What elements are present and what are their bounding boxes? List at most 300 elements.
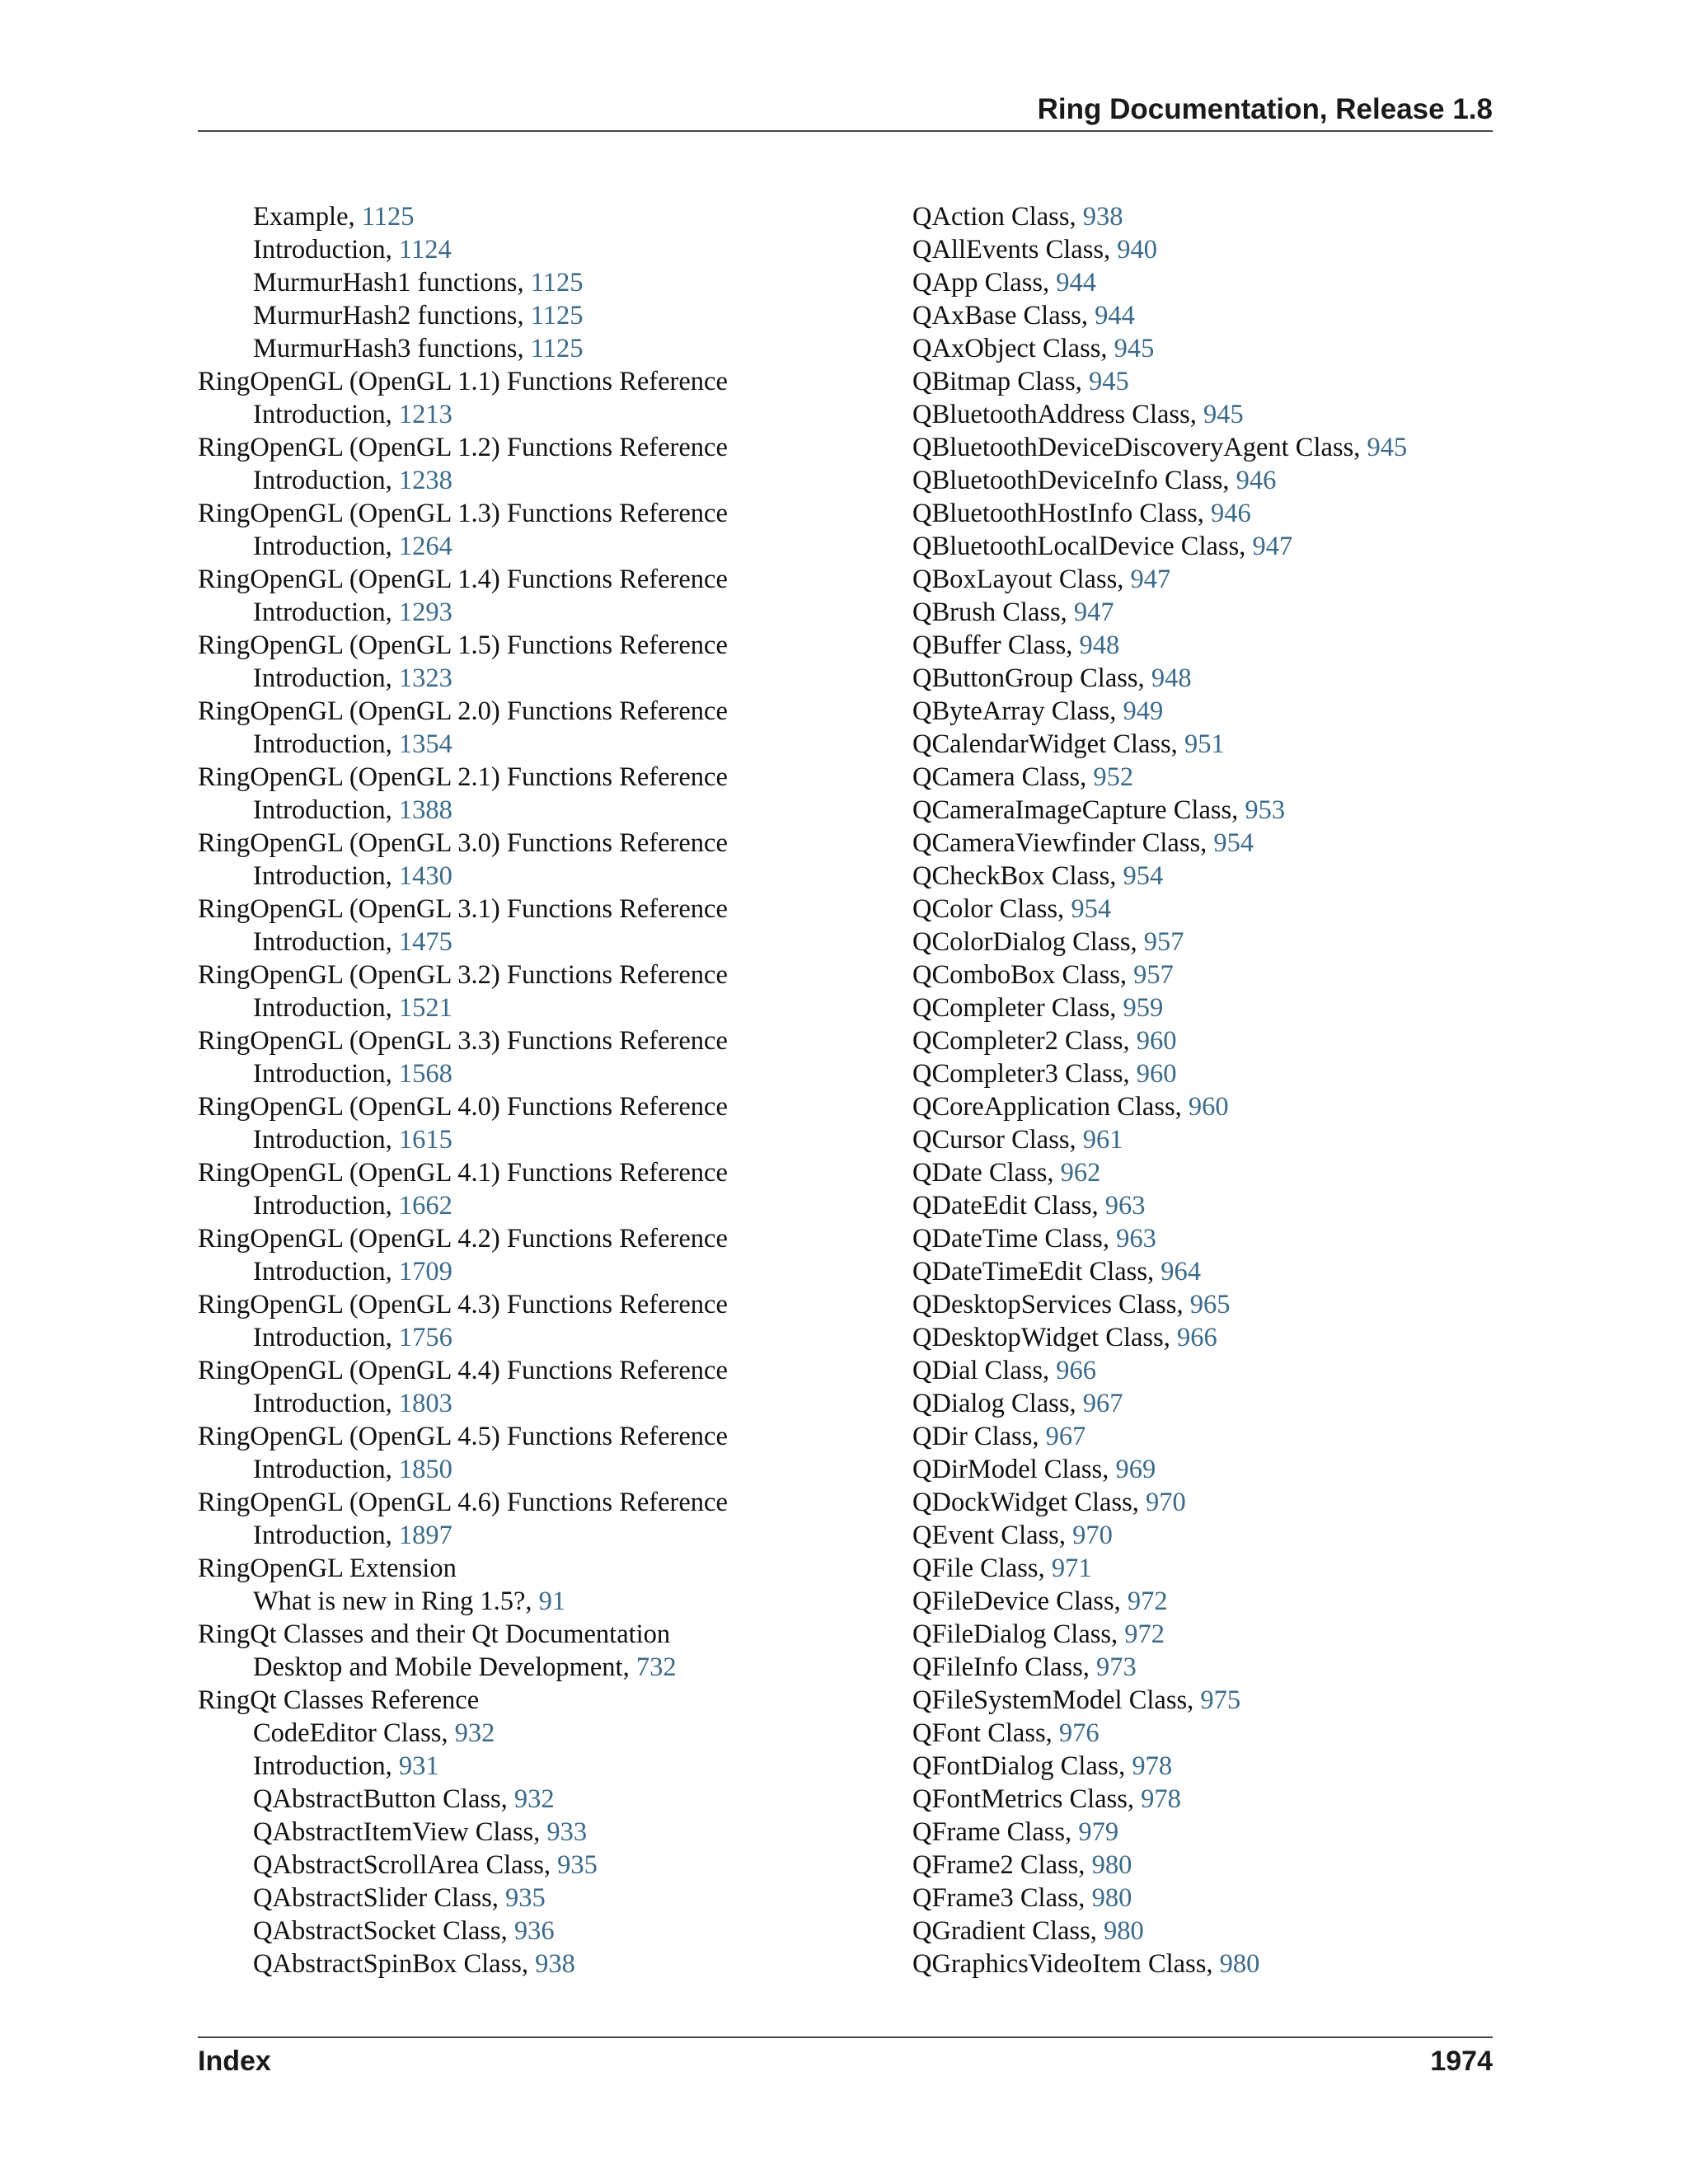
entry-text: QBrush Class, (912, 598, 1074, 627)
entry-text: QDir Class, (912, 1422, 1046, 1451)
header-rule (198, 130, 1493, 132)
index-entry (912, 431, 1522, 464)
entry-text: QFont Class, (912, 1718, 1059, 1748)
page-link[interactable]: 1615 (398, 1125, 452, 1155)
entry-text: Introduction, (253, 729, 399, 759)
page-link[interactable]: 946 (1211, 499, 1251, 528)
page-link[interactable]: 960 (1136, 1026, 1177, 1056)
entry-text: QApp Class, (912, 268, 1057, 298)
index-entry (198, 398, 898, 431)
entry-text: QGraphicsVideoItem Class, (912, 1949, 1220, 1979)
entry-text: QAxObject Class, (912, 334, 1114, 363)
page-link[interactable]: 944 (1095, 301, 1135, 330)
page-link[interactable]: 1803 (398, 1389, 452, 1418)
entry-text: Introduction, (253, 400, 399, 429)
entry-text: CodeEditor Class, (253, 1718, 455, 1748)
index-entry (912, 1915, 1522, 1947)
index-entry (198, 1882, 898, 1915)
index-entry (912, 365, 1522, 398)
page-link[interactable]: 1756 (398, 1323, 452, 1352)
index-entry (198, 1783, 898, 1816)
page-link[interactable]: 947 (1252, 532, 1293, 561)
page-link[interactable]: 972 (1127, 1586, 1168, 1616)
index-entry (912, 893, 1522, 926)
entry-text: MurmurHash2 functions, (253, 301, 531, 330)
page-link[interactable]: 947 (1130, 565, 1171, 594)
page-link[interactable]: 1850 (398, 1455, 452, 1484)
page-link[interactable]: 1354 (398, 729, 452, 759)
index-entry (912, 299, 1522, 332)
entry-text: Introduction, (253, 598, 399, 627)
entry-text: RingOpenGL (OpenGL 3.1) Functions Reference (198, 894, 728, 924)
index-entry (912, 1189, 1522, 1222)
entry-text: QDate Class, (912, 1158, 1061, 1188)
page-link[interactable]: 1124 (398, 235, 452, 265)
entry-text: RingOpenGL (OpenGL 4.5) Functions Reference (198, 1422, 728, 1451)
entry-text: QAbstractButton Class, (253, 1784, 514, 1814)
page-link[interactable]: 967 (1045, 1422, 1086, 1451)
page-link[interactable]: 975 (1200, 1685, 1241, 1715)
page-link[interactable]: 936 (513, 1916, 555, 1946)
page-link[interactable]: 972 (1124, 1619, 1165, 1649)
page-link[interactable]: 966 (1056, 1356, 1096, 1385)
entry-text: QCompleter Class, (912, 993, 1123, 1023)
index-entry (198, 266, 898, 299)
index-entry (198, 596, 898, 629)
entry-text: Introduction, (253, 1323, 399, 1352)
index-entry (912, 497, 1522, 530)
index-entry (912, 1453, 1522, 1486)
entry-text: RingOpenGL (OpenGL 4.1) Functions Reference (198, 1158, 728, 1188)
entry-text: QDateTime Class, (912, 1224, 1117, 1254)
page-link[interactable]: 1125 (530, 334, 584, 363)
index-entry (912, 827, 1522, 860)
index-heading (198, 827, 898, 860)
entry-text: RingOpenGL (OpenGL 1.1) Functions Reference (198, 367, 728, 396)
entry-text: QCompleter3 Class, (912, 1059, 1137, 1089)
index-entry (912, 1486, 1522, 1519)
page-link[interactable]: 953 (1245, 795, 1286, 825)
page-link[interactable]: 1293 (398, 598, 452, 627)
entry-text: RingOpenGL (OpenGL 1.5) Functions Reference (198, 630, 728, 660)
entry-text: QFrame3 Class, (912, 1883, 1092, 1913)
index-entry (912, 332, 1522, 365)
index-entry (912, 596, 1522, 629)
index-heading (198, 958, 898, 991)
header-title: Ring Documentation, Release 1.8 (1037, 93, 1493, 125)
page-link[interactable]: 933 (546, 1817, 588, 1847)
index-heading (198, 497, 898, 530)
page-link[interactable]: 948 (1151, 663, 1192, 693)
entry-text: RingOpenGL (OpenGL 1.4) Functions Reference (198, 565, 728, 594)
index-entry (198, 926, 898, 958)
index-heading (198, 1684, 898, 1717)
index-entry (912, 926, 1522, 958)
page-link[interactable]: 960 (1188, 1092, 1229, 1122)
index-entry (198, 1915, 898, 1947)
page-link[interactable]: 965 (1189, 1290, 1231, 1319)
index-heading (198, 1552, 898, 1585)
page-link[interactable]: 935 (557, 1850, 598, 1880)
page-link[interactable]: 944 (1056, 268, 1096, 298)
index-entry (912, 1255, 1522, 1288)
page-link[interactable]: 952 (1093, 762, 1134, 792)
footer-page-number: 1974 (1430, 2046, 1493, 2077)
index-entry (198, 1321, 898, 1354)
index-entry (198, 860, 898, 893)
entry-text: QAllEvents Class, (912, 235, 1118, 265)
page-link[interactable]: 980 (1091, 1850, 1132, 1880)
entry-text: QGradient Class, (912, 1916, 1104, 1946)
entry-text: RingOpenGL (OpenGL 3.0) Functions Reference (198, 828, 728, 858)
index-entry (198, 1519, 898, 1552)
page-link[interactable]: 954 (1123, 861, 1164, 891)
entry-text: QByteArray Class, (912, 696, 1123, 726)
index-entry (198, 1651, 898, 1684)
entry-text: QDesktopWidget Class, (912, 1323, 1177, 1352)
entry-text: Introduction, (253, 532, 399, 561)
index-entry (912, 761, 1522, 794)
entry-text: QBluetoothHostInfo Class, (912, 499, 1212, 528)
page-link[interactable]: 964 (1160, 1257, 1201, 1286)
entry-text: QFrame2 Class, (912, 1850, 1092, 1880)
index-entry (912, 794, 1522, 827)
entry-text: QEvent Class, (912, 1521, 1073, 1550)
index-heading (198, 1156, 898, 1189)
index-entry (198, 233, 898, 266)
page-link[interactable]: 1213 (398, 400, 452, 429)
entry-text: RingOpenGL (OpenGL 4.4) Functions Reference (198, 1356, 728, 1385)
entry-text: Introduction, (253, 235, 399, 265)
index-entry (912, 1024, 1522, 1057)
index-entry (912, 1552, 1522, 1585)
page-link[interactable]: 954 (1071, 894, 1112, 924)
index-entry (912, 991, 1522, 1024)
index-entry (198, 1189, 898, 1222)
index-heading (198, 1090, 898, 1123)
index-entry (912, 1354, 1522, 1387)
page-link[interactable]: 1125 (361, 202, 415, 232)
entry-text: RingOpenGL (OpenGL 4.2) Functions Reference (198, 1224, 728, 1254)
page-link[interactable]: 969 (1115, 1455, 1156, 1484)
page-link[interactable]: 1568 (398, 1059, 452, 1089)
index-entry (912, 1420, 1522, 1453)
index-entry (912, 1585, 1522, 1618)
entry-text: QColor Class, (912, 894, 1071, 924)
entry-text: Introduction, (253, 861, 399, 891)
page-link[interactable]: 1430 (398, 861, 452, 891)
page-link[interactable]: 946 (1236, 466, 1277, 495)
entry-text: Introduction, (253, 1521, 399, 1550)
entry-text: RingQt Classes and their Qt Documentation (198, 1619, 671, 1649)
index-entry (912, 1750, 1522, 1783)
index-entry (198, 991, 898, 1024)
index-entry (912, 958, 1522, 991)
index-entry (912, 662, 1522, 695)
index-entry (198, 1585, 898, 1618)
entry-text: RingOpenGL (OpenGL 4.0) Functions Reference (198, 1092, 728, 1122)
entry-text: QFileDevice Class, (912, 1586, 1128, 1616)
page-link[interactable]: 1388 (398, 795, 452, 825)
entry-text: QCamera Class, (912, 762, 1094, 792)
page-link[interactable]: 947 (1073, 598, 1114, 627)
index-column-left (198, 200, 898, 1980)
page-link[interactable]: 1125 (530, 268, 584, 298)
entry-text: QColorDialog Class, (912, 927, 1144, 957)
index-entry (198, 1717, 898, 1750)
page-link[interactable]: 973 (1095, 1652, 1137, 1682)
index-entry (912, 1222, 1522, 1255)
index-column-right (912, 200, 1522, 1980)
entry-text: QBoxLayout Class, (912, 565, 1131, 594)
page-link[interactable]: 978 (1141, 1784, 1181, 1814)
entry-text: Introduction, (253, 1257, 399, 1286)
index-entry (912, 266, 1522, 299)
page-link[interactable]: 976 (1058, 1718, 1100, 1748)
entry-text: RingOpenGL (OpenGL 2.0) Functions Reference (198, 696, 728, 726)
page-link[interactable]: 980 (1091, 1883, 1132, 1913)
index-entry (198, 1255, 898, 1288)
entry-text: QAbstractItemView Class, (253, 1817, 547, 1847)
entry-text: RingOpenGL (OpenGL 4.3) Functions Reference (198, 1290, 728, 1319)
entry-text: QBluetoothAddress Class, (912, 400, 1203, 429)
page-link[interactable]: 945 (1088, 367, 1129, 396)
entry-text: QDateEdit Class, (912, 1191, 1105, 1221)
index-heading (198, 1420, 898, 1453)
entry-text: QBluetoothLocalDevice Class, (912, 532, 1253, 561)
entry-text: RingOpenGL (OpenGL 3.3) Functions Reference (198, 1026, 728, 1056)
entry-text: Example, (253, 202, 362, 232)
entry-text: QFileDialog Class, (912, 1619, 1125, 1649)
entry-text: QBuffer Class, (912, 630, 1080, 660)
page-link[interactable]: 963 (1104, 1191, 1146, 1221)
entry-text: RingOpenGL (OpenGL 3.2) Functions Reference (198, 960, 728, 990)
index-entry (912, 1684, 1522, 1717)
entry-text: Introduction, (253, 1125, 399, 1155)
index-entry (198, 299, 898, 332)
index-heading (198, 629, 898, 662)
entry-text: QAction Class, (912, 202, 1083, 232)
page-link[interactable]: 951 (1184, 729, 1225, 759)
entry-text: QFrame Class, (912, 1817, 1079, 1847)
index-entry (912, 233, 1522, 266)
entry-text: QFontDialog Class, (912, 1751, 1132, 1781)
index-entry (198, 1123, 898, 1156)
index-entry (198, 794, 898, 827)
index-entry (198, 1947, 898, 1980)
page-link[interactable]: 932 (513, 1784, 555, 1814)
index-entry (912, 1156, 1522, 1189)
footer-section: Index (198, 2046, 271, 2077)
page-link[interactable]: 971 (1051, 1554, 1092, 1583)
index-entry (912, 563, 1522, 596)
page-link[interactable]: 91 (538, 1586, 566, 1616)
page-link[interactable]: 935 (505, 1883, 546, 1913)
index-entry (912, 398, 1522, 431)
entry-text: Introduction, (253, 1389, 399, 1418)
entry-text: QFileSystemModel Class, (912, 1685, 1201, 1715)
index-entry (912, 1882, 1522, 1915)
entry-text: RingOpenGL (OpenGL 1.2) Functions Reference (198, 433, 728, 462)
entry-text: QBluetoothDeviceInfo Class, (912, 466, 1236, 495)
page-link[interactable]: 1897 (398, 1521, 452, 1550)
index-entry (912, 1651, 1522, 1684)
entry-text: Introduction, (253, 1751, 399, 1781)
entry-text: RingQt Classes Reference (198, 1685, 480, 1715)
index-entry (912, 1717, 1522, 1750)
entry-text: RingOpenGL (OpenGL 2.1) Functions Reference (198, 762, 728, 792)
page-link[interactable]: 980 (1103, 1916, 1144, 1946)
index-heading (198, 1024, 898, 1057)
entry-text: QCursor Class, (912, 1125, 1083, 1155)
index-entry (912, 1123, 1522, 1156)
page-link[interactable]: 980 (1219, 1949, 1260, 1979)
page-link[interactable]: 1521 (398, 993, 452, 1023)
entry-text: Introduction, (253, 795, 399, 825)
entry-text: RingOpenGL (OpenGL 1.3) Functions Reference (198, 499, 728, 528)
page-link[interactable]: 938 (1082, 202, 1123, 232)
entry-text: QFontMetrics Class, (912, 1784, 1142, 1814)
entry-text: Introduction, (253, 1191, 399, 1221)
entry-text: MurmurHash3 functions, (253, 334, 531, 363)
page-link[interactable]: 970 (1146, 1488, 1186, 1517)
entry-text: QAbstractSlider Class, (253, 1883, 506, 1913)
page-link[interactable]: 1323 (398, 663, 452, 693)
index-entry (912, 464, 1522, 497)
entry-text: QCompleter2 Class, (912, 1026, 1137, 1056)
index-heading (198, 893, 898, 926)
page-link[interactable]: 963 (1116, 1224, 1156, 1254)
page-link[interactable]: 970 (1072, 1521, 1113, 1550)
entry-text: Introduction, (253, 466, 399, 495)
entry-text: Introduction, (253, 663, 399, 693)
page-link[interactable]: 962 (1060, 1158, 1101, 1188)
index-entry (912, 629, 1522, 662)
entry-text: QButtonGroup Class, (912, 663, 1151, 693)
page-link[interactable]: 978 (1132, 1751, 1173, 1781)
index-entry (198, 662, 898, 695)
index-entry (912, 1947, 1522, 1980)
page-link[interactable]: 957 (1143, 927, 1184, 957)
index-entry (912, 728, 1522, 761)
page-link[interactable]: 945 (1367, 433, 1408, 462)
index-entry (198, 530, 898, 563)
page-link[interactable]: 949 (1123, 696, 1164, 726)
index-entry (198, 332, 898, 365)
page-link[interactable]: 1475 (398, 927, 452, 957)
footer-rule (198, 2036, 1493, 2038)
entry-text: QAbstractSocket Class, (253, 1916, 514, 1946)
entry-text: QFileInfo Class, (912, 1652, 1096, 1682)
entry-text: QComboBox Class, (912, 960, 1134, 990)
page-link[interactable]: 940 (1117, 235, 1158, 265)
page-link[interactable]: 960 (1136, 1059, 1177, 1089)
page-link[interactable]: 954 (1213, 828, 1254, 858)
page-link[interactable]: 966 (1176, 1323, 1217, 1352)
index-entry (912, 1090, 1522, 1123)
page-link[interactable]: 959 (1123, 993, 1164, 1023)
entry-text: QDockWidget Class, (912, 1488, 1146, 1517)
page-link[interactable]: 1125 (530, 301, 584, 330)
index-heading (198, 563, 898, 596)
entry-text: RingOpenGL Extension (198, 1554, 457, 1583)
page-link[interactable]: 938 (535, 1949, 575, 1979)
index-entry (912, 1387, 1522, 1420)
entry-text: Introduction, (253, 1059, 399, 1089)
page-link[interactable]: 932 (454, 1718, 495, 1748)
index-entry (912, 1618, 1522, 1651)
page-link[interactable]: 1709 (398, 1257, 452, 1286)
entry-text: Desktop and Mobile Development, (253, 1652, 636, 1682)
entry-text: Introduction, (253, 927, 399, 957)
page-link[interactable]: 732 (635, 1652, 677, 1682)
entry-text: QCheckBox Class, (912, 861, 1123, 891)
index-heading (198, 1486, 898, 1519)
page-link[interactable]: 931 (398, 1751, 439, 1781)
entry-text: QCoreApplication Class, (912, 1092, 1189, 1122)
entry-text: QBluetoothDeviceDiscoveryAgent Class, (912, 433, 1367, 462)
entry-text: QDesktopServices Class, (912, 1290, 1190, 1319)
index-entry (198, 1387, 898, 1420)
index-heading (198, 1288, 898, 1321)
index-heading (198, 1222, 898, 1255)
entry-text: QFile Class, (912, 1554, 1052, 1583)
page-link[interactable]: 961 (1082, 1125, 1123, 1155)
index-entry (912, 1288, 1522, 1321)
page-link[interactable]: 1662 (398, 1191, 452, 1221)
index-heading (198, 431, 898, 464)
index-entry (912, 530, 1522, 563)
page-link[interactable]: 945 (1114, 334, 1155, 363)
index-entry (912, 1783, 1522, 1816)
page-link[interactable]: 948 (1079, 630, 1120, 660)
page-link[interactable]: 957 (1133, 960, 1174, 990)
entry-text: QAxBase Class, (912, 301, 1095, 330)
entry-text: QCameraViewfinder Class, (912, 828, 1214, 858)
index-entry (912, 200, 1522, 233)
page-link[interactable]: 967 (1082, 1389, 1123, 1418)
index-entry (198, 1453, 898, 1486)
entry-text: QDialog Class, (912, 1389, 1083, 1418)
index-entry (198, 464, 898, 497)
index-entry (912, 1321, 1522, 1354)
index-entry (912, 1816, 1522, 1849)
index-entry (198, 1816, 898, 1849)
index-entry (198, 1750, 898, 1783)
index-heading (198, 365, 898, 398)
page-link[interactable]: 1264 (398, 532, 452, 561)
entry-text: QAbstractScrollArea Class, (253, 1850, 558, 1880)
entry-text: MurmurHash1 functions, (253, 268, 531, 298)
entry-text: What is new in Ring 1.5?, (253, 1586, 539, 1616)
page-link[interactable]: 979 (1078, 1817, 1119, 1847)
page-link[interactable]: 1238 (398, 466, 452, 495)
entry-text: RingOpenGL (OpenGL 4.6) Functions Reference (198, 1488, 728, 1517)
entry-text: QCalendarWidget Class, (912, 729, 1184, 759)
entry-text: QDirModel Class, (912, 1455, 1116, 1484)
page-link[interactable]: 945 (1203, 400, 1244, 429)
entry-text: QAbstractSpinBox Class, (253, 1949, 536, 1979)
entry-text: QCameraImageCapture Class, (912, 795, 1245, 825)
index-entry (198, 200, 898, 233)
index-entry (912, 1057, 1522, 1090)
index-entry (198, 728, 898, 761)
entry-text: Introduction, (253, 1455, 399, 1484)
index-entry (912, 860, 1522, 893)
entry-text: QDateTimeEdit Class, (912, 1257, 1161, 1286)
entry-text: Introduction, (253, 993, 399, 1023)
index-heading (198, 1354, 898, 1387)
